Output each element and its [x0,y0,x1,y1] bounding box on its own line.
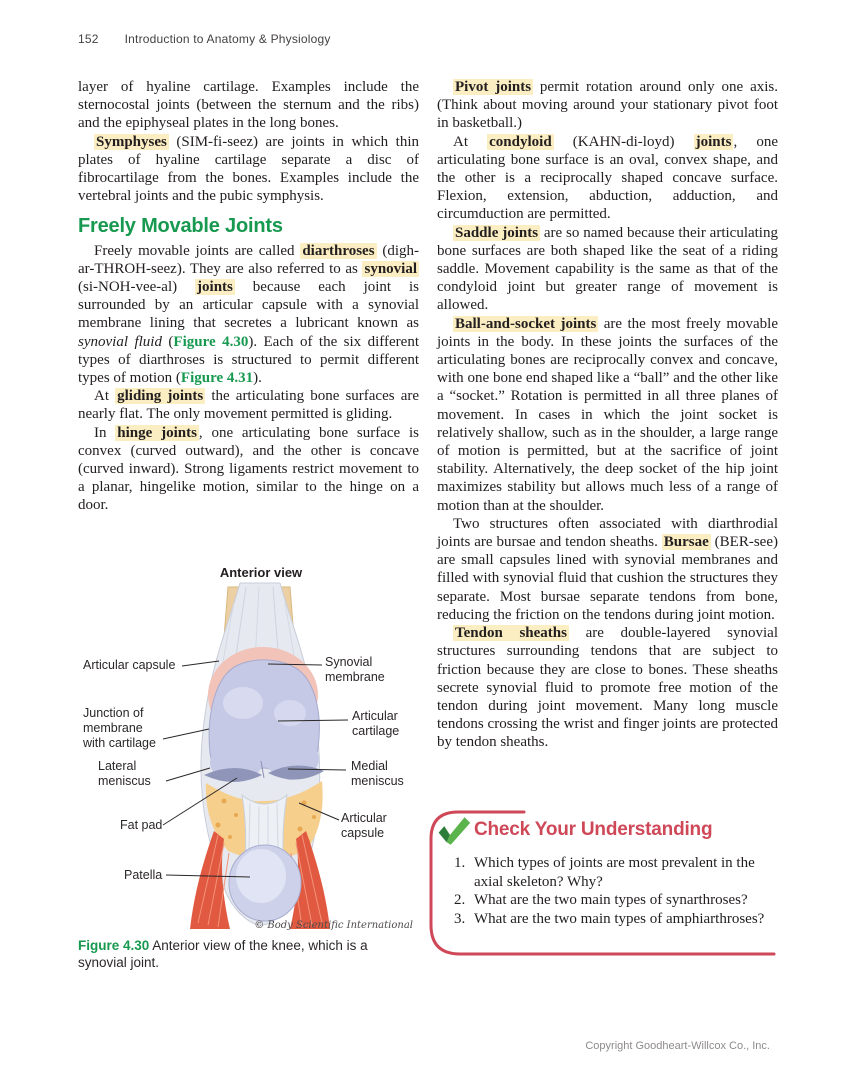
page-number: 152 [78,32,99,46]
copyright-footer: Copyright Goodheart-Willcox Co., Inc. [585,1040,770,1052]
right-column [437,78,778,752]
figure-credit: © Body Scientific International [254,920,413,931]
left-column [78,78,419,515]
question-number: 1. [454,855,466,871]
paragraph-saddle-joints: Saddle joints are so named because their articulating bone surfaces are both shaped like the seat of a riding saddle. Movement capability is the same as that of the condyloid joint but greater range of movement is allowed. [437,224,778,314]
paragraph-hinge-joints: In hinge joints , one articulating bone surface is convex (curved outward), and the other is concave (curved inward). Strong ligaments restrict movement to a planar, hingelike motion, similar to the hinge on a door. [78,424,419,514]
paragraph-bursae: Two structures often associated with diarthrodial joints are bursae and tendon sheaths. Bursae (BER-see) are small capsules lined with synovial membranes and filled with synovial fluid that cushion the structures they separate. Most bursae separate tendons from bone, reducing the friction on the tendons during joint motion. [437,515,778,623]
question-text: What are the two main types of synarthroses? [474,892,748,909]
label-synovial-membrane: Synovial membrane [325,655,385,684]
section-heading: Freely Movable Joints [78,215,283,238]
figure-caption-text: Anterior view of the knee, which is a synovial joint. [78,938,368,970]
figure-caption-ref: Figure 4.30 [78,938,150,953]
patella-shape [229,845,301,921]
label-fat-pad: Fat pad [120,818,163,832]
check-your-understanding-box [428,809,784,959]
check-question [452,854,770,891]
paragraph-symphyses: Symphyses (SIM-fi-seez) are joints in which thin plates of hyaline cartilage separate a disc of fibrocartilage from the bones. Examples include the vertebral joints and the pubic symphysis. [78,133,419,205]
paragraph-condyloid: At condyloid (KAHN-di-loyd) joints , one articulating bone surface is an oval, convex shape, and the other is a reciprocally shaped concave surface. Flexion, extension, abduction, adduction, and circumduction are permitted. [437,133,778,223]
check-question [452,910,770,929]
knee-figure [78,563,419,941]
label-junction: Junction of membrane with cartilage [83,706,156,750]
figure-title: Anterior view [219,565,303,580]
label-articular-capsule-right: Articular capsule [341,811,387,840]
check-heading: Check Your Understanding [474,819,713,840]
paragraph-hyaline: layer of hyaline cartilage. Examples include the sternocostal joints (between the sternum and the ribs) and the epiphyseal plates in the long bones. [78,79,419,132]
paragraph-diarthroses: Freely movable joints are called diarthroses (digh-ar-THROH-seez). They are also referred to as synovial (si-NOH-vee-al) joints because each joint is surrounded by an articular capsule with a synovial membrane lining that secretes a lubricant known as synovial fluid (Figure 4.30). Each of the six different types of diarthroses is structured to permit different types of motion (Figure 4.31). [78,242,420,387]
paragraph-tendon-sheaths: Tendon sheaths are double-layered synovial structures surrounding tendons that are subject to friction because they are close to bones. These sheaths secrete synovial fluid to promote free motion of the tendon during joint movement. Many long muscle tendons crossing the wrist and finger joints are protected by tendon sheaths. [437,625,778,751]
label-medial-meniscus: Medial meniscus [351,759,404,788]
question-text: What are the two main types of amphiarthroses? [474,910,765,927]
paragraph-ball-and-socket: Ball-and-socket joints are the most freely movable joints in the body. In these joints the surfaces of the articulating bones are reciprocally convex and concave, with one bone end shaped like a “ball” and the other like a “socket.” Rotation is permitted in all three planes of movement. In cases in which the joint socket is relatively shallow, such as in the shoulder, a large range of motion is permitted, but at the sacrifice of joint stability. Alternatively, the deep socket of the hip joint maximizes stability but allows much less of a range of motion than at the shoulder. [437,315,778,514]
label-articular-cartilage: Articular cartilage [352,709,400,738]
check-questions [452,854,770,928]
running-header [78,32,331,46]
label-articular-capsule-left: Articular capsule [83,658,176,672]
checkmark-icon [437,816,471,846]
paragraph-gliding-joints: At gliding joints the articulating bone surfaces are nearly flat. The only movement permitted is gliding. [78,388,420,423]
question-text: Which types of joints are most prevalent in the axial skeleton? Why? [474,855,755,890]
question-number: 3. [454,910,466,927]
running-head: Introduction to Anatomy & Physiology [124,32,331,46]
paragraph-pivot-joints: Pivot joints permit rotation around only one axis. (Think about moving around your stationary pivot foot in basketball.) [437,79,778,132]
label-patella: Patella [124,868,163,882]
check-question [452,891,770,910]
label-lateral-meniscus: Lateral meniscus [98,759,151,788]
question-number: 2. [454,892,466,909]
figure-caption [78,937,412,971]
